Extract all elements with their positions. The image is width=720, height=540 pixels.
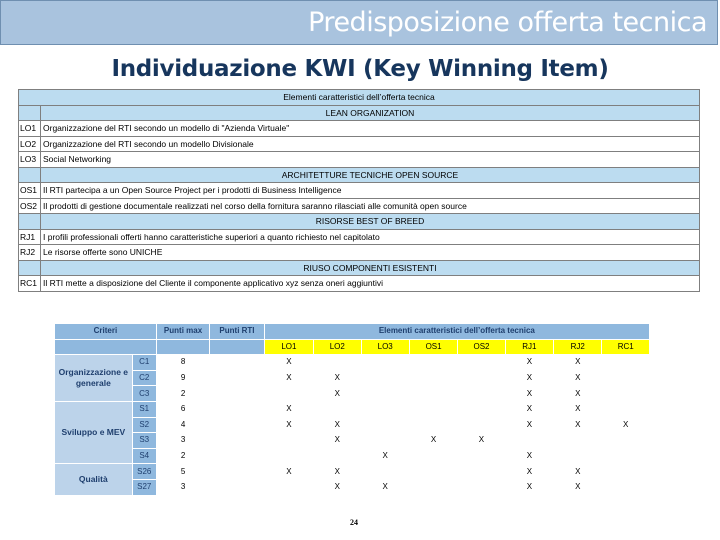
punti-rti-value <box>210 370 264 386</box>
table-row <box>55 448 650 464</box>
criterion-code: S26 <box>132 464 156 480</box>
element-code: LO1 <box>19 121 41 137</box>
matrix-mark: X <box>554 370 602 386</box>
matrix-mark <box>264 479 313 495</box>
matrix-mark <box>361 386 409 402</box>
subheader-spacer <box>55 339 157 355</box>
matrix-mark: X <box>505 417 553 433</box>
matrix-mark <box>264 448 313 464</box>
matrix-mark: X <box>554 479 602 495</box>
matrix-mark <box>409 448 457 464</box>
matrix-mark: X <box>505 370 553 386</box>
matrix-mark <box>602 386 650 402</box>
matrix-mark <box>458 370 505 386</box>
matrix-mark: X <box>314 370 361 386</box>
section-header-spacer <box>19 167 41 183</box>
matrix-mark: X <box>264 417 313 433</box>
column-header-os1: OS1 <box>409 339 457 355</box>
element-code: OS1 <box>19 183 41 199</box>
matrix-mark <box>458 417 505 433</box>
matrix-mark <box>409 386 457 402</box>
matrix-mark: X <box>505 479 553 495</box>
column-header-lo1: LO1 <box>264 339 313 355</box>
matrix-mark <box>264 386 313 402</box>
section-header-spacer <box>19 105 41 121</box>
element-description: Le risorse offerte sono UNICHE <box>41 245 700 261</box>
matrix-mark <box>361 355 409 371</box>
matrix-mark <box>409 464 457 480</box>
punti-rti-header: Punti RTI <box>210 324 264 340</box>
section-heading: LEAN ORGANIZATION <box>41 105 700 121</box>
table-row <box>55 370 650 386</box>
matrix-mark: X <box>264 355 313 371</box>
matrix-mark <box>409 355 457 371</box>
section-heading: RIUSO COMPONENTI ESISTENTI <box>41 260 700 276</box>
matrix-mark: X <box>602 417 650 433</box>
column-header-lo3: LO3 <box>361 339 409 355</box>
element-code: RC1 <box>19 276 41 292</box>
table-row <box>19 276 700 292</box>
table-row <box>55 464 650 480</box>
punti-max-value: 2 <box>156 386 209 402</box>
table-row <box>55 433 650 449</box>
element-description: Il RTI partecipa a un Open Source Project per i prodotti di Business Intelligence <box>41 183 700 199</box>
section-header-spacer <box>19 214 41 230</box>
punti-rti-value <box>210 448 264 464</box>
matrix-mark <box>361 433 409 449</box>
section-header-row <box>19 214 700 230</box>
matrix-mark <box>361 464 409 480</box>
table-row <box>55 479 650 495</box>
matrix-mark: X <box>361 479 409 495</box>
matrix-mark: X <box>264 401 313 417</box>
table-row <box>19 229 700 245</box>
kwi-elements-table <box>18 89 700 292</box>
criterion-code: C3 <box>132 386 156 402</box>
section-heading: RISORSE BEST OF BREED <box>41 214 700 230</box>
matrix-mark <box>314 448 361 464</box>
punti-max-value: 3 <box>156 479 209 495</box>
matrix-mark: X <box>554 386 602 402</box>
punti-max-value: 2 <box>156 448 209 464</box>
punti-rti-value <box>210 401 264 417</box>
table-row <box>19 152 700 168</box>
punti-max-value: 9 <box>156 370 209 386</box>
matrix-mark <box>602 479 650 495</box>
column-header-rj1: RJ1 <box>505 339 553 355</box>
table-title-row <box>19 90 700 106</box>
matrix-mark <box>409 479 457 495</box>
matrix-mark: X <box>505 464 553 480</box>
punti-max-header: Punti max <box>156 324 209 340</box>
section-heading: ARCHITETTURE TECNICHE OPEN SOURCE <box>41 167 700 183</box>
matrix-mark <box>264 433 313 449</box>
column-header-lo2: LO2 <box>314 339 361 355</box>
criterion-code: S3 <box>132 433 156 449</box>
matrix-mark <box>458 355 505 371</box>
criterion-code: S2 <box>132 417 156 433</box>
punti-max-value: 3 <box>156 433 209 449</box>
table-row <box>19 183 700 199</box>
punti-rti-value <box>210 386 264 402</box>
section-header-row <box>19 167 700 183</box>
element-code: RJ1 <box>19 229 41 245</box>
table-row <box>19 198 700 214</box>
table-row <box>55 355 650 371</box>
punti-max-value: 4 <box>156 417 209 433</box>
matrix-mark <box>554 448 602 464</box>
section-header-row <box>19 260 700 276</box>
punti-rti-value <box>210 417 264 433</box>
matrix-mark <box>602 355 650 371</box>
matrix-mark: X <box>458 433 505 449</box>
elementi-header: Elementi caratteristici dell’offerta tecnica <box>264 324 649 340</box>
matrix-mark: X <box>554 355 602 371</box>
matrix-mark: X <box>505 448 553 464</box>
column-header-rc1: RC1 <box>602 339 650 355</box>
matrix-mark: X <box>505 355 553 371</box>
matrix-mark: X <box>554 401 602 417</box>
punti-max-value: 5 <box>156 464 209 480</box>
matrix-mark: X <box>314 464 361 480</box>
criteria-group: Organizzazione e generale <box>55 355 133 402</box>
subheader-spacer <box>210 339 264 355</box>
column-header-rj2: RJ2 <box>554 339 602 355</box>
matrix-mark: X <box>361 448 409 464</box>
title-banner <box>0 0 718 45</box>
matrix-mark <box>361 401 409 417</box>
matrix-subheader-row <box>55 339 650 355</box>
criterion-code: S4 <box>132 448 156 464</box>
matrix-mark <box>409 370 457 386</box>
matrix-mark: X <box>554 417 602 433</box>
slide-title: Predisposizione offerta tecnica <box>308 7 707 38</box>
section-header-spacer <box>19 260 41 276</box>
matrix-mark: X <box>505 401 553 417</box>
matrix-mark: X <box>264 464 313 480</box>
matrix-mark <box>409 417 457 433</box>
matrix-mark <box>602 433 650 449</box>
table-row <box>19 121 700 137</box>
matrix-mark <box>602 464 650 480</box>
matrix-mark <box>505 433 553 449</box>
matrix-mark <box>458 479 505 495</box>
matrix-mark <box>602 448 650 464</box>
element-description: Social Networking <box>41 152 700 168</box>
matrix-mark <box>314 355 361 371</box>
matrix-mark <box>458 464 505 480</box>
criteria-group: Sviluppo e MEV <box>55 401 133 463</box>
criterion-code: S27 <box>132 479 156 495</box>
punti-rti-value <box>210 464 264 480</box>
table-row <box>19 136 700 152</box>
matrix-mark: X <box>314 386 361 402</box>
punti-max-value: 6 <box>156 401 209 417</box>
punti-rti-value <box>210 355 264 371</box>
matrix-mark <box>458 448 505 464</box>
subheader-spacer <box>156 339 209 355</box>
element-description: Il prodotti di gestione documentale realizzati nel corso della fornitura saranno rilasciati alle comunità open source <box>41 198 700 214</box>
table-row <box>19 245 700 261</box>
table-row <box>55 417 650 433</box>
matrix-mark <box>314 401 361 417</box>
criterion-code: C1 <box>132 355 156 371</box>
slide-subtitle: Individuazione KWI (Key Winning Item) <box>111 56 609 82</box>
punti-rti-value <box>210 479 264 495</box>
criteria-matrix-table <box>54 323 650 496</box>
element-code: OS2 <box>19 198 41 214</box>
matrix-mark <box>602 370 650 386</box>
criteri-header: Criteri <box>55 324 157 340</box>
table-row <box>55 401 650 417</box>
punti-max-value: 8 <box>156 355 209 371</box>
table-row <box>55 386 650 402</box>
matrix-mark <box>409 401 457 417</box>
element-code: LO2 <box>19 136 41 152</box>
table-title-cell: Elementi caratteristici dell’offerta tecnica <box>19 90 700 106</box>
criteria-group: Qualità <box>55 464 133 495</box>
matrix-mark: X <box>314 433 361 449</box>
criterion-code: C2 <box>132 370 156 386</box>
element-description: I profili professionali offerti hanno caratteristiche superiori a quanto richiesto nel capitolato <box>41 229 700 245</box>
matrix-mark: X <box>314 479 361 495</box>
matrix-mark <box>361 370 409 386</box>
matrix-mark <box>554 433 602 449</box>
matrix-mark <box>458 401 505 417</box>
element-description: Il RTI mette a disposizione del Cliente il componente applicativo xyz senza oneri aggiuntivi <box>41 276 700 292</box>
section-header-row <box>19 105 700 121</box>
matrix-mark: X <box>554 464 602 480</box>
element-code: LO3 <box>19 152 41 168</box>
matrix-mark: X <box>264 370 313 386</box>
matrix-mark: X <box>314 417 361 433</box>
column-header-os2: OS2 <box>458 339 505 355</box>
matrix-mark <box>361 417 409 433</box>
element-code: RJ2 <box>19 245 41 261</box>
matrix-mark <box>602 401 650 417</box>
matrix-header-row <box>55 324 650 340</box>
criterion-code: S1 <box>132 401 156 417</box>
punti-rti-value <box>210 433 264 449</box>
matrix-mark: X <box>505 386 553 402</box>
element-description: Organizzazione del RTI secondo un modello di "Azienda Virtuale" <box>41 121 700 137</box>
page-number: 24 <box>350 518 358 527</box>
matrix-mark: X <box>409 433 457 449</box>
matrix-mark <box>458 386 505 402</box>
element-description: Organizzazione del RTI secondo un modello Divisionale <box>41 136 700 152</box>
